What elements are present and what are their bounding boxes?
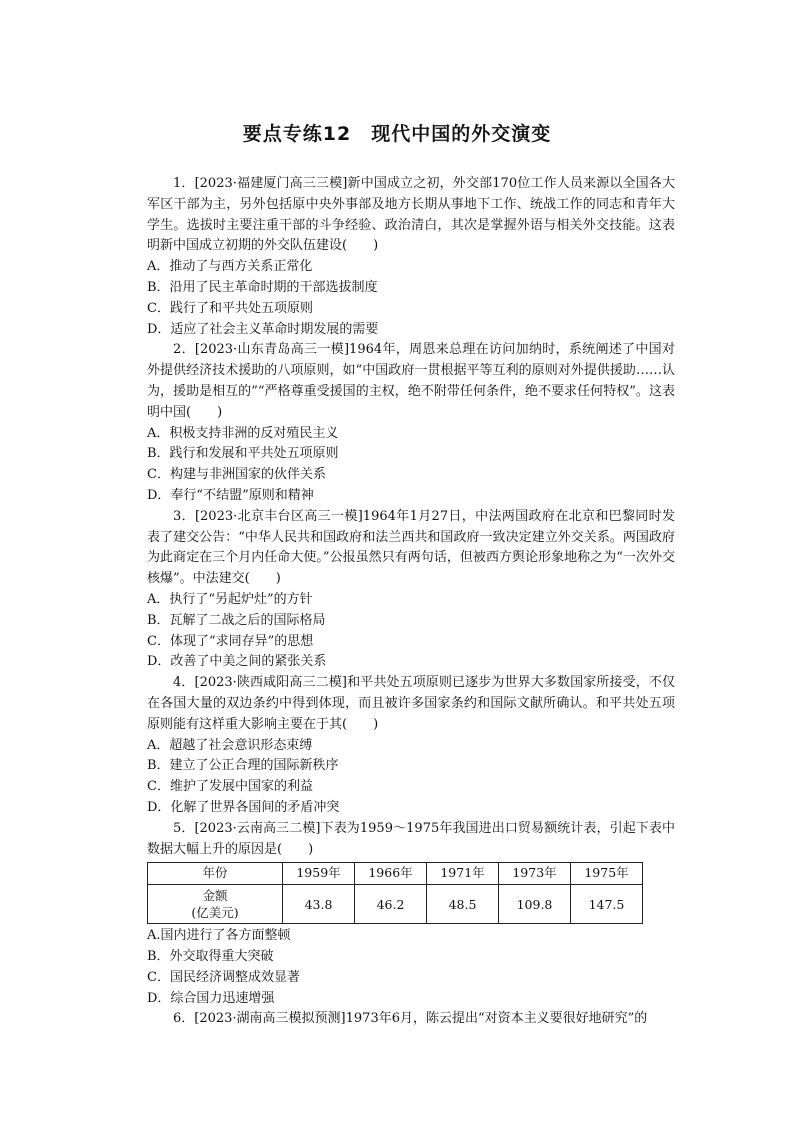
option-a: A．超越了社会意识形态束缚 [147,737,313,753]
table-header-row [148,863,643,885]
question-list [147,174,675,1030]
option-d: D．适应了社会主义革命时期发展的需要 [147,321,379,337]
question-2 [147,340,675,506]
table-year-cell: 1975年 [571,863,643,885]
table-value-cell: 46.2 [355,885,427,924]
option-a: A．推动了与西方关系正常化 [147,259,313,275]
table-header-label: 年份 [148,863,283,885]
question-stem: 5．[2023·云南高三二模]下表为1959～1975年我国进出口贸易额统计表，引起下表中数据大幅上升的原因是( ) [147,820,675,857]
question-stem: 1．[2023·福建厦门高三三模]新中国成立之初，外交部170位工作人员来源以全国各大军区干部为主，另外包括原中央外事部及地方长期从事地下工作、统战工作的同志和青年大学生。选拔时主要注重干部的斗争经验、政治清白，其次是掌握外语与相关外交技能。这表明新中国成立初期的外交队伍建设( ) [147,176,675,254]
option-d: D．化解了世界各国间的矛盾冲突 [147,799,340,815]
table-value-cell: 48.5 [427,885,499,924]
option-a: A．执行了“另起炉灶”的方针 [147,591,313,607]
table-year-cell: 1971年 [427,863,499,885]
option-c: C．践行了和平共处五项原则 [147,300,313,316]
option-b: B．建立了公正合理的国际新秩序 [147,758,339,774]
option-b: B．瓦解了二战之后的国际格局 [147,612,326,628]
option-c: C．构建与非洲国家的伙伴关系 [147,467,326,483]
table-value-cell: 43.8 [283,885,355,924]
question-5 [147,819,675,1010]
option-a: A．积极支持非洲的反对殖民主义 [147,425,339,441]
trade-table [147,862,643,924]
table-row [148,885,643,924]
option-d: D．改善了中美之间的紧张关系 [147,654,327,670]
table-value-cell: 147.5 [571,885,643,924]
question-6 [147,1009,675,1030]
page-title: 要点专练12 现代中国的外交演变 [242,123,552,145]
table-value-cell: 109.8 [499,885,571,924]
question-stem: 4．[2023·陕西咸阳高三二模]和平共处五项原则已逐步为世界大多数国家所接受，不仅在各国大量的双边条约中得到体现，而且被许多国家条约和国际文献所确认。和平共处五项原则能有这样重大影响主要在于其( ) [147,675,675,732]
question-3 [147,507,675,673]
question-1 [147,174,675,340]
row-label-line-1: 金额 [202,888,228,904]
option-b: B．沿用了民主革命时期的干部选拔制度 [147,279,378,295]
table-year-cell: 1966年 [355,863,427,885]
table-row-label [148,885,283,924]
option-d: D．综合国力迅速增强 [147,990,275,1006]
question-stem: 3．[2023·北京丰台区高三一模]1964年1月27日，中法两国政府在北京和巴黎同时发表了建交公告：“中华人民共和国政府和法兰西共和国政府一致决定建立外交关系。两国政府为此商定在三个月内任命大使。”公报虽然只有两句话，但被西方舆论形象地称之为“一次外交核爆”。中法建交( ) [147,508,675,587]
option-c: C．维护了发展中国家的利益 [147,779,313,795]
option-b: B．践行和发展和平共处五项原则 [147,446,339,462]
option-a: A.国内进行了各方面整顿 [147,928,291,944]
row-label-line-2: (亿美元) [191,905,239,921]
option-c: C．国民经济调整成效显著 [147,969,300,985]
question-4 [147,673,675,819]
option-b: B．外交取得重大突破 [147,949,274,965]
question-stem: 6．[2023·湖南高三模拟预测]1973年6月，陈云提出“对资本主义要很好地研究”的 [173,1011,648,1027]
option-d: D．奉行“不结盟”原则和精神 [147,487,314,503]
option-c: C．体现了“求同存异”的思想 [147,633,314,649]
question-stem: 2．[2023·山东青岛高三一模]1964年，周恩来总理在访问加纳时，系统阐述了中国对外提供经济技术援助的八项原则，如“中国政府一贯根据平等互利的原则对外提供援助……认为，援助是相互的”“严格尊重受援国的主权，绝不附带任何条件，绝不要求任何特权”。这表明中国( ) [147,342,675,420]
table-year-cell: 1959年 [283,863,355,885]
table-year-cell: 1973年 [499,863,571,885]
